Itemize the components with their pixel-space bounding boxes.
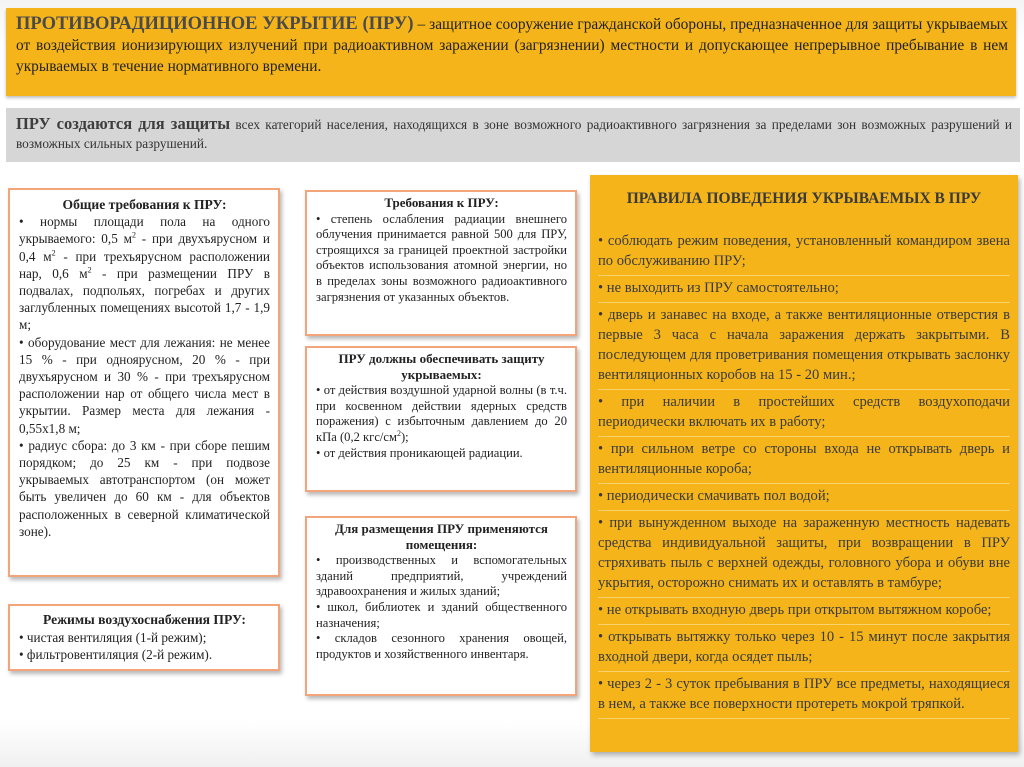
rule-item: • не выходить из ПРУ самостоятельно; bbox=[598, 276, 1010, 303]
list-item: • степень ослабления радиации внешнего облучения принимается равной 500 для ПРУ, строящихся за границей проектной застройки объектов использования атомной энергии, но в пределах зоны возможного радиоактивного загрязнения от указанных объектов. bbox=[316, 212, 567, 306]
protection-box bbox=[305, 346, 577, 492]
list-item: • чистая вентиляция (1-й режим); bbox=[19, 629, 270, 646]
list-item: • от действия проникающей радиации. bbox=[316, 446, 567, 462]
creation-lead: ПРУ создаются для защиты bbox=[16, 114, 231, 133]
rule-item: • не открывать входную дверь при открытом вытяжном коробе; bbox=[598, 598, 1010, 625]
creation-band bbox=[6, 108, 1020, 162]
rule-item: • при сильном ветре со стороны входа не открывать дверь и вентиляционные короба; bbox=[598, 437, 1010, 484]
general-requirements-box bbox=[8, 188, 280, 577]
list-item: • фильтровентиляция (2-й режим). bbox=[19, 646, 270, 663]
behavior-rules-panel bbox=[590, 175, 1018, 752]
air-supply-modes-box bbox=[8, 604, 280, 671]
rule-item: • при наличии в простейших средств воздухоподачи периодически включать их в работу; bbox=[598, 390, 1010, 437]
protection-title: ПРУ должны обеспечивать защиту укрываемых: bbox=[338, 351, 545, 382]
list-item: • складов сезонного хранения овощей, продуктов и хозяйственного инвентаря. bbox=[316, 631, 567, 662]
list-item: • от действия воздушной ударной волны (в т.ч. при косвенном действии ядерных средств поражения) с избыточным давлением до 20 кПа (0,2 кгс/$см^2$); bbox=[316, 383, 567, 445]
rule-item: • открывать вытяжку только через 10 - 15 минут после закрытия входной двери, когда осядет пыль; bbox=[598, 625, 1010, 672]
requirements-title: Требования к ПРУ: bbox=[384, 195, 499, 210]
general-requirements-title: Общие требования к ПРУ: bbox=[62, 197, 227, 212]
creation-text: всех категорий населения, находящихся в зоне возможного радиоактивного загрязнения за пределами зон возможных разрушений и возможных сильных разрушений. bbox=[16, 117, 1012, 151]
definition-term: ПРОТИВОРАДИЦИОННОЕ УКРЫТИЕ (ПРУ) bbox=[16, 14, 414, 34]
definition-box bbox=[6, 8, 1016, 96]
rule-item: • соблюдать режим поведения, установленный командиром звена по обслуживанию ПРУ; bbox=[598, 229, 1010, 276]
list-item: • производственных и вспомогательных зданий предприятий, учреждений здравоохранения и жилых зданий; bbox=[316, 553, 567, 600]
list-item: • школ, библиотек и зданий общественного назначения; bbox=[316, 600, 567, 631]
list-item: • оборудование мест для лежания: не менее 15 % - при одноярусном, 20 % - при двухъярусном и 30 % - при трехъярусном расположении нар от общего числа мест в укрытии. Размер места для лежания - 0,55х1,8 м; bbox=[19, 334, 270, 437]
air-supply-modes-title: Режимы воздухоснабжения ПРУ: bbox=[43, 612, 246, 627]
rule-item: • периодически смачивать пол водой; bbox=[598, 484, 1010, 511]
rule-item: • при вынужденном выходе на зараженную местность надевать средства индивидуальной защиты, при возвращении в ПРУ стряхивать пыль с верхней одежды, головного убора и обуви вне укрытия, осторожно снимать их и оставлять в тамбуре; bbox=[598, 511, 1010, 598]
requirements-box bbox=[305, 190, 577, 336]
placement-title: Для размещения ПРУ применяются помещения: bbox=[335, 521, 548, 552]
list-item: • радиус сбора: до 3 км - при сборе пешим порядком; до 25 км - при подвозе укрываемых автотранспортом (он может быть увеличен до 60 км - для объектов расположенных в северной климатической зоне). bbox=[19, 437, 270, 540]
rule-item: • через 2 - 3 суток пребывания в ПРУ все предметы, находящиеся в нем, а также все поверхности протереть мокрой тряпкой. bbox=[598, 672, 1010, 719]
rule-item: • дверь и занавес на входе, а также вентиляционные отверстия в первые 3 часа с начала заражения держать закрытыми. В последующем для проветривания помещения открывать заслонку вентиляционных коробов на 15 - 20 мин.; bbox=[598, 303, 1010, 390]
list-item: • нормы площади пола на одного укрываемого: 0,5 $м^2$ - при двухъярусном и 0,4 $м^2$ - при трехъярусном расположении нар, 0,6 $м^2$ - при размещении ПРУ в подвалах, подпольях, погребах и других заглубленных помещениях высотой 1,7 - 1,9 м; bbox=[19, 213, 270, 333]
behavior-rules-title: ПРАВИЛА ПОВЕДЕНИЯ УКРЫВАЕМЫХ В ПРУ bbox=[626, 190, 982, 207]
definition-text: – защитное сооружение гражданской обороны, предназначенное для защиты укрываемых от воздействия ионизирующих излучений при радиоактивном заражении (загрязнении) местности и допускающее непрерывное пребывание в нем укрываемых в течение нормативного времени. bbox=[16, 16, 1008, 75]
placement-box bbox=[305, 516, 577, 696]
